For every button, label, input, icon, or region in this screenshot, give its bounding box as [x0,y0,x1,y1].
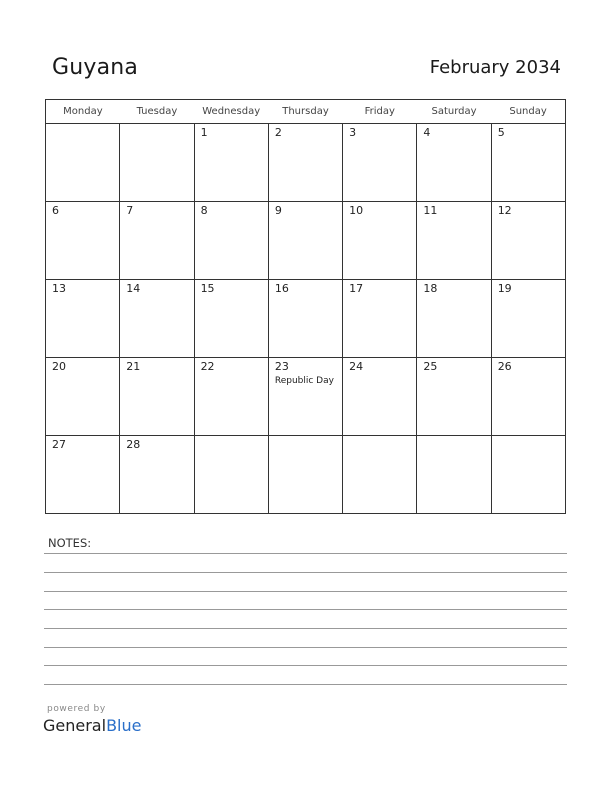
day-cell [194,124,268,202]
day-number: 16 [274,282,289,295]
notes-line [44,628,567,629]
day-number: 8 [200,204,208,217]
day-cell [343,124,417,202]
day-cell [268,436,342,514]
day-number: 26 [497,360,512,373]
weekday-wednesday: Wednesday [194,100,268,124]
day-cell [120,358,194,436]
country-title: Guyana [52,55,139,80]
month-title: February 2034 [429,57,561,78]
day-cell [268,358,342,436]
day-cell [194,202,268,280]
day-cell [417,358,491,436]
day-cell [417,202,491,280]
calendar-week-row [46,202,566,280]
notes-line [44,609,567,610]
day-cell [343,280,417,358]
day-number: 15 [200,282,215,295]
day-number: 19 [497,282,512,295]
brand-name-blue: Blue [106,716,142,735]
day-number: 12 [497,204,512,217]
day-cell [491,202,565,280]
day-cell [268,280,342,358]
day-cell [343,202,417,280]
calendar-week-row [46,358,566,436]
weekday-sunday: Sunday [491,100,565,124]
day-cell [417,436,491,514]
day-number: 23 [274,360,289,373]
day-number: 18 [423,282,438,295]
day-cell [46,436,120,514]
day-number: 20 [52,360,66,373]
powered-by-text: powered by [47,704,106,714]
day-number: 9 [274,204,282,217]
day-number: 22 [200,360,215,373]
day-cell [46,202,120,280]
day-number: 21 [126,360,141,373]
day-number: 27 [52,438,66,451]
day-cell [46,358,120,436]
day-number: 7 [126,204,134,217]
notes-line [44,665,567,666]
day-cell [343,358,417,436]
day-cell [46,124,120,202]
weekday-friday: Friday [343,100,417,124]
day-number: 11 [423,204,438,217]
day-cell [120,280,194,358]
weekday-thursday: Thursday [268,100,342,124]
day-cell [120,202,194,280]
day-number: 24 [349,360,364,373]
notes-line [44,684,567,685]
calendar-grid [45,99,566,514]
day-number: 1 [200,126,208,139]
calendar-week-row [46,280,566,358]
day-cell [120,124,194,202]
day-number: 4 [423,126,431,139]
day-number: 25 [423,360,438,373]
notes-line [44,647,567,648]
holiday-label: Republic Day [274,376,334,386]
day-number: 5 [497,126,505,139]
weekday-monday: Monday [46,100,120,124]
day-cell [417,280,491,358]
weekday-header-row [46,100,566,124]
calendar-week-row [46,124,566,202]
day-number: 6 [52,204,59,217]
notes-line [44,553,567,554]
day-number: 14 [126,282,141,295]
day-number: 2 [274,126,282,139]
day-cell [491,280,565,358]
day-cell [194,280,268,358]
day-number: 10 [349,204,364,217]
day-number: 17 [349,282,364,295]
day-cell [491,358,565,436]
day-number: 3 [349,126,357,139]
day-cell [343,436,417,514]
brand-logo [43,716,141,735]
weekday-saturday: Saturday [417,100,491,124]
day-cell [194,358,268,436]
day-cell [46,280,120,358]
day-cell [417,124,491,202]
notes-label: NOTES: [48,536,92,550]
notes-line [44,572,567,573]
day-cell [491,436,565,514]
day-cell [194,436,268,514]
day-number: 28 [126,438,141,451]
day-number: 13 [52,282,66,295]
day-cell [491,124,565,202]
calendar-week-row [46,436,566,514]
day-cell [268,202,342,280]
day-cell [268,124,342,202]
notes-line [44,591,567,592]
day-cell [120,436,194,514]
weekday-tuesday: Tuesday [120,100,194,124]
brand-name-general: General [43,716,107,735]
